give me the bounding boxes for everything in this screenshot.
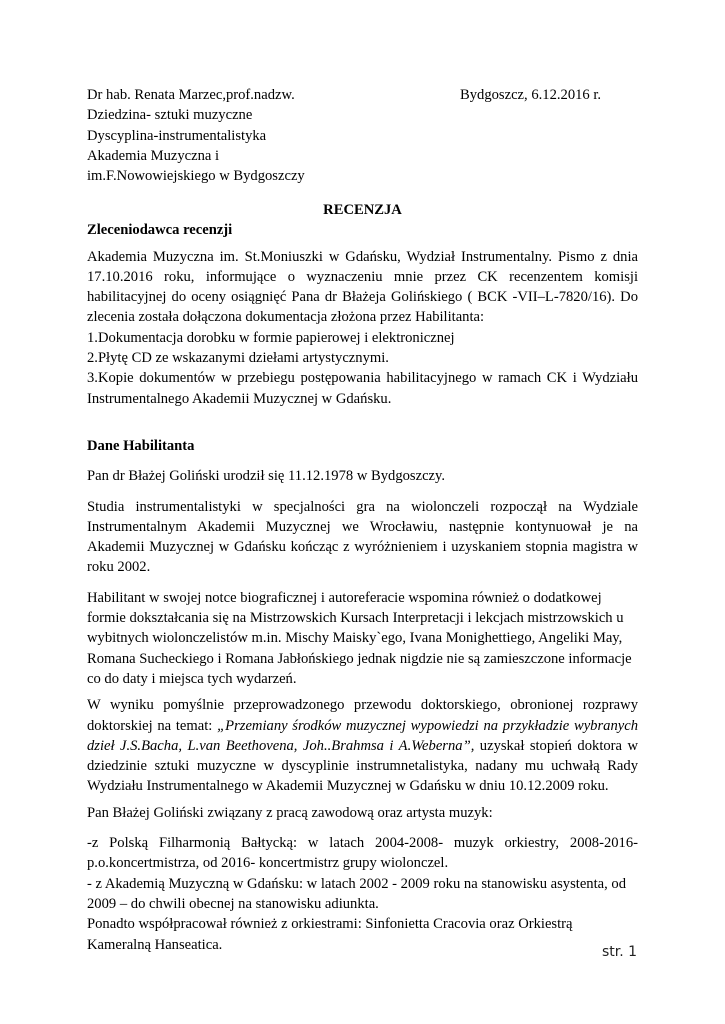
document-body: [87, 200, 638, 955]
reviewer-discipline: Dyscyplina-instrumentalistyka: [87, 127, 267, 144]
reviewer-name: Dr hab. Renata Marzec,prof.nadzw.: [87, 87, 295, 103]
employment-academy: - z Akademią Muzyczną w Gdańsku: w latach 2002 - 2009 roku na stanowisku asystenta, od 2009 – do chwili obecnej na stanowisku adiunkta.: [87, 875, 627, 912]
candidate-studies: Studia instrumentalistyki w specjalności gra na wiolonczeli rozpoczął na Wydziale Instrumentalnym Akademii Muzycznej we Wrocławiu, następnie kontynuował je na Akademii Muzycznej w Gdańsku kończąc z wyróżnieniem i uzyskaniem stopnia magistra w roku 2002.: [87, 498, 638, 576]
section-heading-candidate: Dane Habilitanta: [87, 437, 195, 454]
candidate-doctorate: [87, 695, 638, 796]
candidate-birth: Pan dr Błażej Goliński urodził się 11.12.1978 w Bydgoszczy.: [87, 468, 446, 485]
candidate-employment-intro: Pan Błażej Goliński związany z pracą zawodową oraz artysta muzyk:: [87, 804, 493, 821]
attachment-item-1: 1.Dokumentacja dorobku w formie papierowej i elektronicznej: [87, 329, 455, 346]
commission-paragraph: Akademia Muzyczna im. St.Moniuszki w Gdańsku, Wydział Instrumentalny. Pismo z dnia 17.10.2016 roku, informujące o wyznaczeniu mnie przez CK recenzentem komisji habilitacyjnej do oceny osiągnięć Pana dr Błażeja Golińskiego ( BCK -VII–L-7820/16). Do zlecenia została dołączona dokumentacja złożona przez Habilitanta:: [87, 248, 638, 326]
reviewer-field: Dziedzina- sztuki muzyczne: [87, 107, 253, 124]
dissertation-title: „Przemiany środków muzycznej wypowiedzi na przykładzie wybranych dzieł J.S.Bacha, L.van Beethovena, Joh..Brahmsa i A.Weberna”,: [87, 717, 638, 754]
document-title: RECENZJA: [323, 202, 402, 218]
attachment-item-2: 2.Płytę CD ze wskazanymi dziełami artystycznymi.: [87, 350, 389, 367]
attachment-item-3: 3.Kopie dokumentów w przebiegu postępowania habilitacyjnego w ramach CK i Wydziału Instrumentalnego Akademii Muzycznej w Gdańsku.: [87, 370, 638, 407]
employment-philharmonic: -z Polską Filharmonią Bałtycką: w latach 2004-2008- muzyk orkiestry, 2008-2016- p.o.koncertmistrza, od 2016- koncertmistrz grupy wiolonczel.: [87, 835, 638, 872]
letter-header: [87, 85, 647, 186]
doctorate-text-2: uzyskał stopień doktora w dziedzinie sztuki muzyczne w dyscyplinie instrumnetalistyka, nadany mu uchwałą Rady Wydziału Instrumentalnego w Akademii Muzycznej w Gdańsku w dniu 10.12.2009 roku.: [87, 737, 638, 795]
section-heading-commissioner: Zleceniodawca recenzji: [87, 222, 233, 239]
page-number: str. 1: [601, 944, 637, 960]
letter-date: Bydgoszcz, 6.12.2016 r.: [460, 87, 602, 103]
doctorate-text-1: W wyniku pomyślnie przeprowadzonego przewodu doktorskiego, obronionej rozprawy doktorskiej na temat:: [87, 697, 638, 734]
collaboration-orchestras: Ponadto współpracował również z orkiestrami: Sinfonietta Cracovia oraz Orkiestrą Kameralną Hanseatica.: [87, 916, 573, 953]
reviewer-institution-1: Akademia Muzyczna i: [87, 147, 220, 164]
candidate-courses: Habilitant w swojej notce biograficznej i autoreferacie wspomina również o dodatkowej formie dokształcania się na Mistrzowskich Kursach Interpretacji i lekcjach mistrzowskich u wybitnych wiolonczelistów m.in. Mischy Maisky`ego, Ivana Monighettiego, Angeliki May, Romana Sucheckiego i Romana Jabłońskiego jednak nigdzie nie są zamieszczone informacje co do daty i miejsca tych wydarzeń.: [87, 589, 632, 687]
reviewer-institution-2: im.F.Nowowiejskiego w Bydgoszczy: [87, 168, 305, 185]
